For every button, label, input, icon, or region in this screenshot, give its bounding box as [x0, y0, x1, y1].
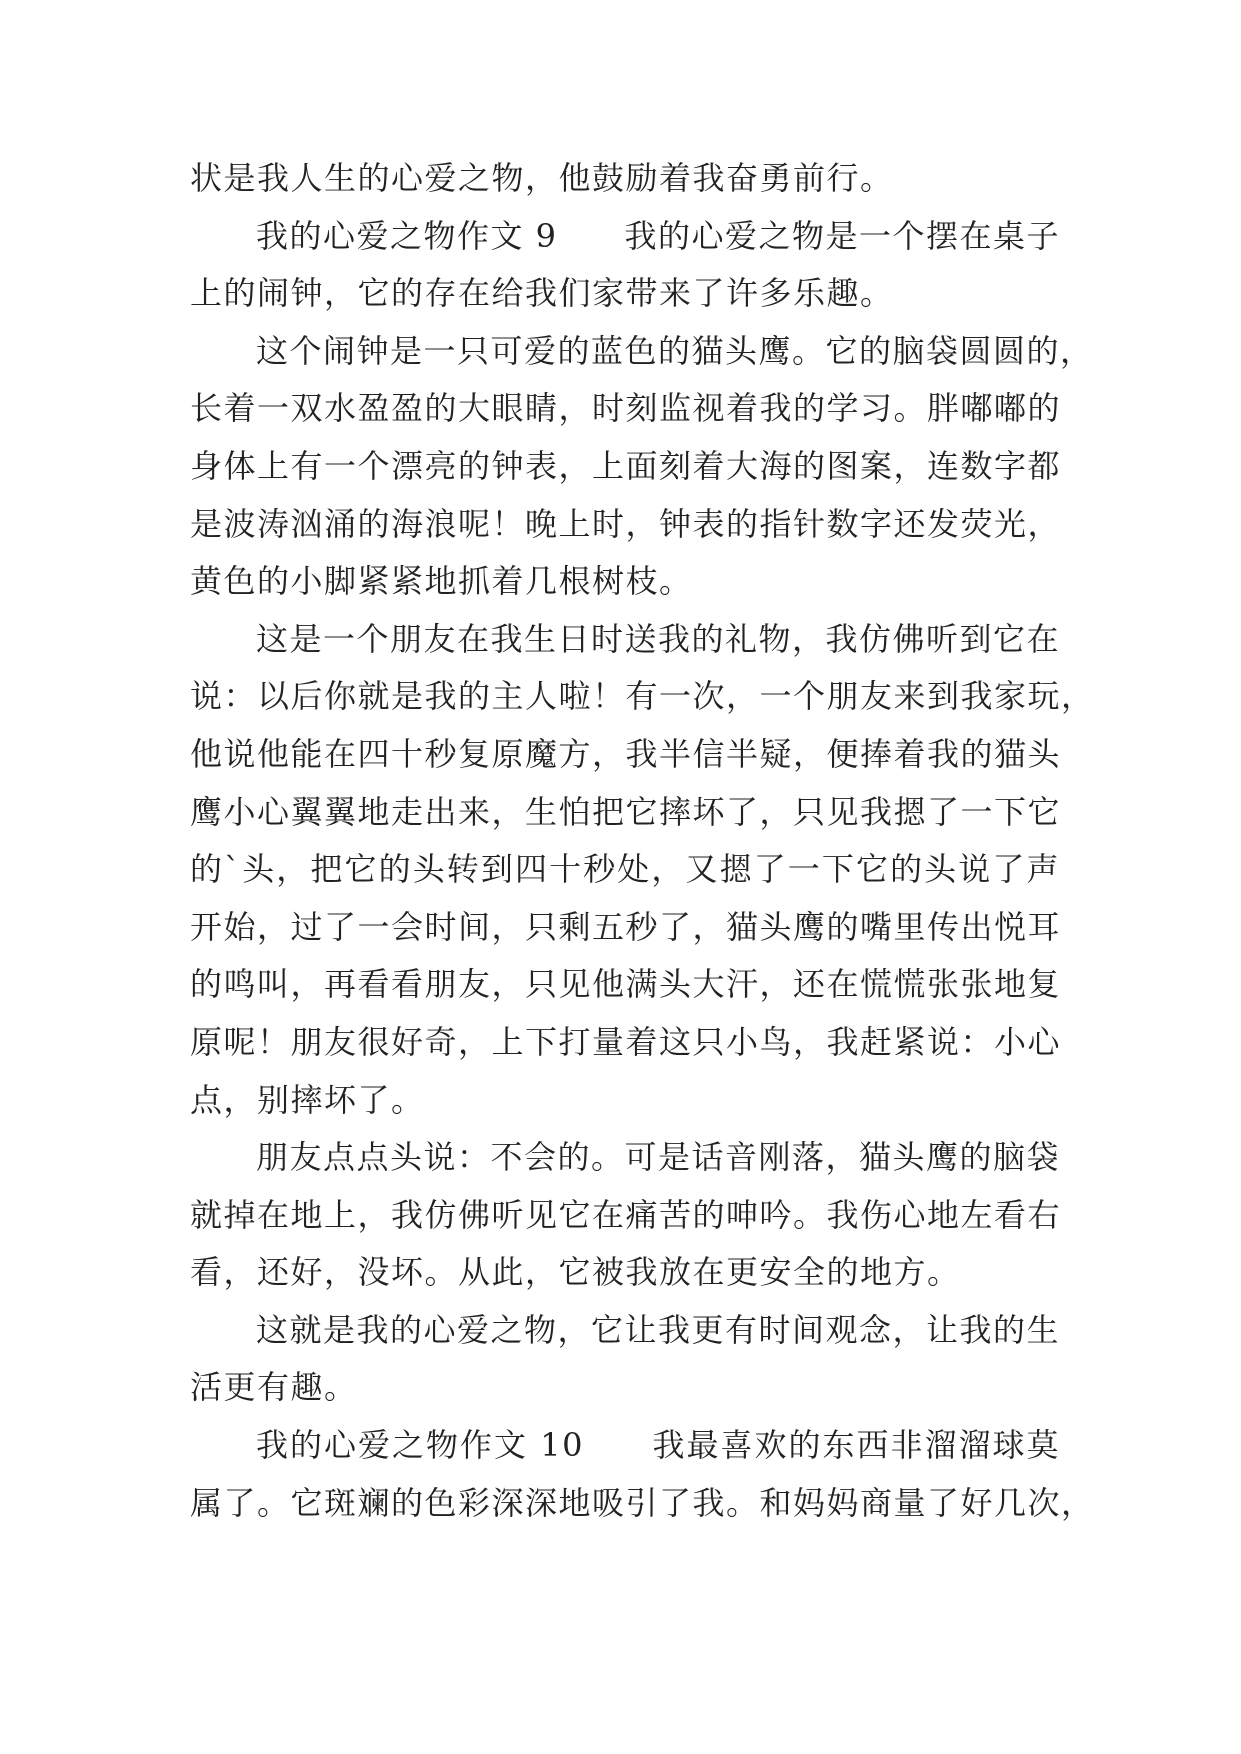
text-line: 身体上有一个漂亮的钟表，上面刻着大海的图案，连数字都	[190, 446, 1062, 485]
text-line: 鹰小心翼翼地走出来，生怕把它摔坏了，只见我摁了一下它	[190, 792, 1062, 831]
text-line: 长着一双水盈盈的大眼睛，时刻监视着我的学习。胖嘟嘟的	[190, 389, 1062, 428]
text-line: 开始，过了一会时间，只剩五秒了，猫头鹰的嘴里传出悦耳	[190, 907, 1062, 946]
body-text	[190, 150, 1095, 1532]
text-line: 是波涛汹涌的海浪呢！晚上时，钟表的指针数字还发荧光，	[190, 504, 1062, 543]
text-line: 上的闹钟，它的存在给我们家带来了许多乐趣。	[190, 274, 894, 313]
text-line: 的鸣叫，再看看朋友，只见他满头大汗，还在慌慌张张地复	[190, 965, 1062, 1004]
text-line: 看，还好，没坏。从此，它被我放在更安全的地方。	[190, 1253, 961, 1292]
paragraph-start-line: 这是一个朋友在我生日时送我的礼物，我仿佛听到它在	[256, 619, 1061, 658]
text-line: 状是我人生的心爱之物，他鼓励着我奋勇前行。	[190, 159, 894, 197]
paragraph-start-line: 这就是我的心爱之物，它让我更有时间观念，让我的生	[256, 1310, 1061, 1349]
text-line: 活更有趣。	[190, 1368, 358, 1407]
text-line: 属了。它斑斓的色彩深深地吸引了我。和妈妈商量了好几次，	[190, 1483, 1095, 1522]
essay-heading-line: 我的心爱之物作文 9 我的心爱之物是一个摆在桌子	[256, 216, 1061, 255]
text-line: 说：以后你就是我的主人啦！有一次，一个朋友来到我家玩，	[190, 677, 1095, 716]
paragraph-start-line: 这个闹钟是一只可爱的蓝色的猫头鹰。它的脑袋圆圆的，	[256, 331, 1094, 370]
text-line: 点，别摔坏了。	[190, 1080, 425, 1119]
essay-heading-line: 我的心爱之物作文 10 我最喜欢的东西非溜溜球莫	[256, 1426, 1060, 1465]
paragraph-start-line: 朋友点点头说：不会的。可是话音刚落，猫头鹰的脑袋	[256, 1138, 1061, 1177]
text-line: 原呢！朋友很好奇，上下打量着这只小鸟，我赶紧说：小心	[190, 1022, 1062, 1061]
text-line: 他说他能在四十秒复原魔方，我半信半疑，便捧着我的猫头	[190, 734, 1062, 773]
text-line: 的`头，把它的头转到四十秒处，又摁了一下它的头说了声	[190, 850, 1060, 889]
text-line: 黄色的小脚紧紧地抓着几根树枝。	[190, 562, 693, 601]
text-line: 就掉在地上，我仿佛听见它在痛苦的呻吟。我伤心地左看右	[190, 1195, 1062, 1234]
